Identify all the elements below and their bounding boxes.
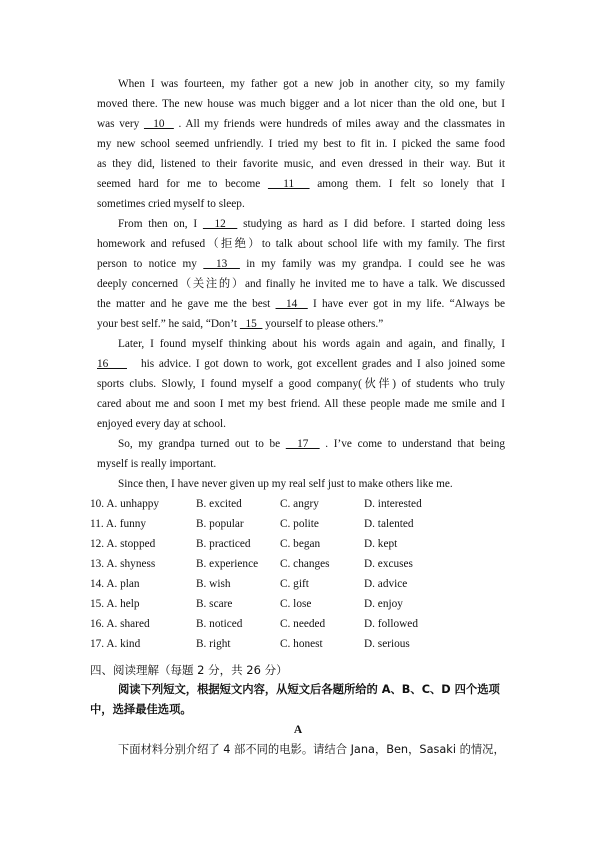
option-choice: B. excited bbox=[196, 498, 242, 510]
option-choice: D. followed bbox=[364, 618, 418, 630]
passage-line bbox=[97, 94, 505, 114]
passage-text: . I’ve come to understand that being bbox=[319, 438, 505, 450]
passage-text: enjoyed every day at school. bbox=[97, 418, 226, 430]
passage-line bbox=[97, 294, 505, 314]
passage-text: sometimes cried myself to sleep. bbox=[97, 198, 245, 210]
blank-number: 13 bbox=[203, 258, 240, 270]
blank-number: 14 bbox=[275, 298, 308, 310]
passage-text: the matter and he gave me the best bbox=[97, 298, 276, 310]
blank-number: 10 bbox=[143, 118, 174, 130]
option-choice: 12. A. stopped bbox=[90, 538, 156, 550]
passage-text: yourself to please others.” bbox=[262, 318, 384, 330]
passage-line bbox=[97, 194, 505, 214]
passage-a-intro: 下面材料分别介绍了 4 部不同的电影。请结合 Jana，Ben，Sasaki 的情况， bbox=[118, 743, 505, 756]
option-choice: B. wish bbox=[196, 578, 231, 590]
option-choice: 14. A. plan bbox=[90, 578, 140, 590]
passage-text: your best self.” he said, “Don’t bbox=[97, 318, 240, 330]
passage-line bbox=[97, 154, 505, 174]
passage-text: my new school seemed unfriendly. I tried my best to fit in. I picked the same food bbox=[97, 138, 505, 150]
passage-text: studying as hard as I did before. I started doing less bbox=[237, 218, 505, 230]
passage-line bbox=[97, 254, 505, 274]
blank-number: 16 bbox=[97, 358, 127, 370]
option-choice: C. needed bbox=[280, 618, 326, 630]
option-choice: C. began bbox=[280, 538, 321, 550]
passage-text: his advice. I got down to work, got excellent grades and I also joined some bbox=[126, 358, 506, 370]
option-choice: C. polite bbox=[280, 518, 319, 530]
option-choice: D. talented bbox=[364, 518, 414, 530]
passage-text: Later, I found myself thinking about his words again and again, and finally, I bbox=[118, 338, 505, 350]
passage-paragraph-1 bbox=[97, 74, 505, 214]
option-choice: 13. A. shyness bbox=[90, 558, 156, 570]
passage-text: myself is really important. bbox=[97, 458, 217, 470]
passage-text: When I was fourteen, my father got a new job in another city, so my family bbox=[118, 78, 505, 90]
option-choice: 17. A. kind bbox=[90, 638, 141, 650]
passage-paragraph-2 bbox=[97, 214, 505, 334]
passage-text: . All my friends were hundreds of miles away and the classmates in bbox=[173, 118, 506, 130]
passage-line bbox=[97, 174, 505, 194]
passage-paragraph-4 bbox=[97, 434, 505, 474]
option-choice: C. angry bbox=[280, 498, 319, 510]
passage-text: So, my grandpa turned out to be bbox=[118, 438, 286, 450]
passage-text: was very bbox=[97, 118, 144, 130]
option-choice: 11. A. funny bbox=[90, 518, 147, 530]
option-choice: D. enjoy bbox=[364, 598, 403, 610]
section-title: 四、阅读理解（每题 2 分，共 26 分） bbox=[90, 663, 288, 677]
passage-line bbox=[97, 334, 505, 354]
option-choice: B. popular bbox=[196, 518, 244, 530]
passage-line bbox=[97, 374, 505, 394]
option-choice: B. noticed bbox=[196, 618, 243, 630]
passage-line bbox=[97, 414, 505, 434]
option-choice: 15. A. help bbox=[90, 598, 140, 610]
passage-line bbox=[97, 474, 505, 494]
option-choice: C. honest bbox=[280, 638, 323, 650]
option-choice: D. kept bbox=[364, 538, 398, 550]
passage-text: From then on, I bbox=[118, 218, 203, 230]
passage-text: in my family was my grandpa. I could see he was bbox=[239, 258, 505, 270]
reading-instruction-line-1: 阅读下列短文，根据短文内容，从短文后各题所给的 A、B、C、D 四个选项 bbox=[118, 683, 500, 696]
passage-line bbox=[97, 314, 505, 334]
passage-text: homework and refused（拒绝）to talk about school life with my family. The first bbox=[97, 238, 505, 250]
option-choice: D. serious bbox=[364, 638, 410, 650]
passage-line bbox=[97, 214, 505, 234]
option-choice: 10. A. unhappy bbox=[90, 498, 160, 510]
passage-letter: A bbox=[293, 724, 303, 736]
passage-text: sports clubs. Slowly, I found myself a good company(伙伴) of students who truly bbox=[97, 378, 505, 390]
option-choice: B. right bbox=[196, 638, 231, 650]
passage-text: moved there. The new house was much bigger and a lot nicer than the old one, but I bbox=[97, 98, 505, 110]
passage-line bbox=[97, 434, 505, 454]
passage-line bbox=[97, 274, 505, 294]
passage-text: Since then, I have never given up my real self just to make others like me. bbox=[118, 478, 453, 490]
passage-line bbox=[97, 454, 505, 474]
blank-number: 15 bbox=[239, 318, 263, 330]
blank-number: 12 bbox=[202, 218, 238, 230]
option-choice: C. lose bbox=[280, 598, 312, 610]
passage-text: cared about me and soon I met my best friend. All these people made me smile and I bbox=[97, 398, 505, 410]
passage-text: person to notice my bbox=[97, 258, 204, 270]
blank-number: 17 bbox=[285, 438, 320, 450]
option-choice: B. scare bbox=[196, 598, 233, 610]
option-choice: B. practiced bbox=[196, 538, 251, 550]
option-choice: D. excuses bbox=[364, 558, 413, 570]
passage-line bbox=[97, 134, 505, 154]
option-choice: C. gift bbox=[280, 578, 309, 590]
reading-instruction-line-2: 中，选择最佳选项。 bbox=[90, 703, 192, 716]
passage-text: deeply concerned（关注的）and finally he invited me to have a talk. We discussed bbox=[97, 278, 505, 290]
passage-text: seemed hard for me to become bbox=[97, 178, 268, 190]
passage-paragraph-5 bbox=[97, 474, 505, 494]
passage-text: I have ever got in my life. “Always be bbox=[307, 298, 506, 310]
option-choice: C. changes bbox=[280, 558, 330, 570]
option-choice: D. advice bbox=[364, 578, 408, 590]
passage-text: as they did, listened to their favorite music, and even dressed in their way. But it bbox=[97, 158, 505, 170]
passage-paragraph-3 bbox=[97, 334, 505, 434]
blank-number: 11 bbox=[267, 178, 310, 190]
passage-line bbox=[97, 114, 505, 134]
passage-text: among them. I felt so lonely that I bbox=[309, 178, 505, 190]
passage-line bbox=[97, 234, 505, 254]
option-choice: B. experience bbox=[196, 558, 259, 570]
passage-line bbox=[97, 394, 505, 414]
option-choice: D. interested bbox=[364, 498, 422, 510]
option-choice: 16. A. shared bbox=[90, 618, 150, 630]
passage-line bbox=[97, 354, 505, 374]
passage-line bbox=[97, 74, 505, 94]
